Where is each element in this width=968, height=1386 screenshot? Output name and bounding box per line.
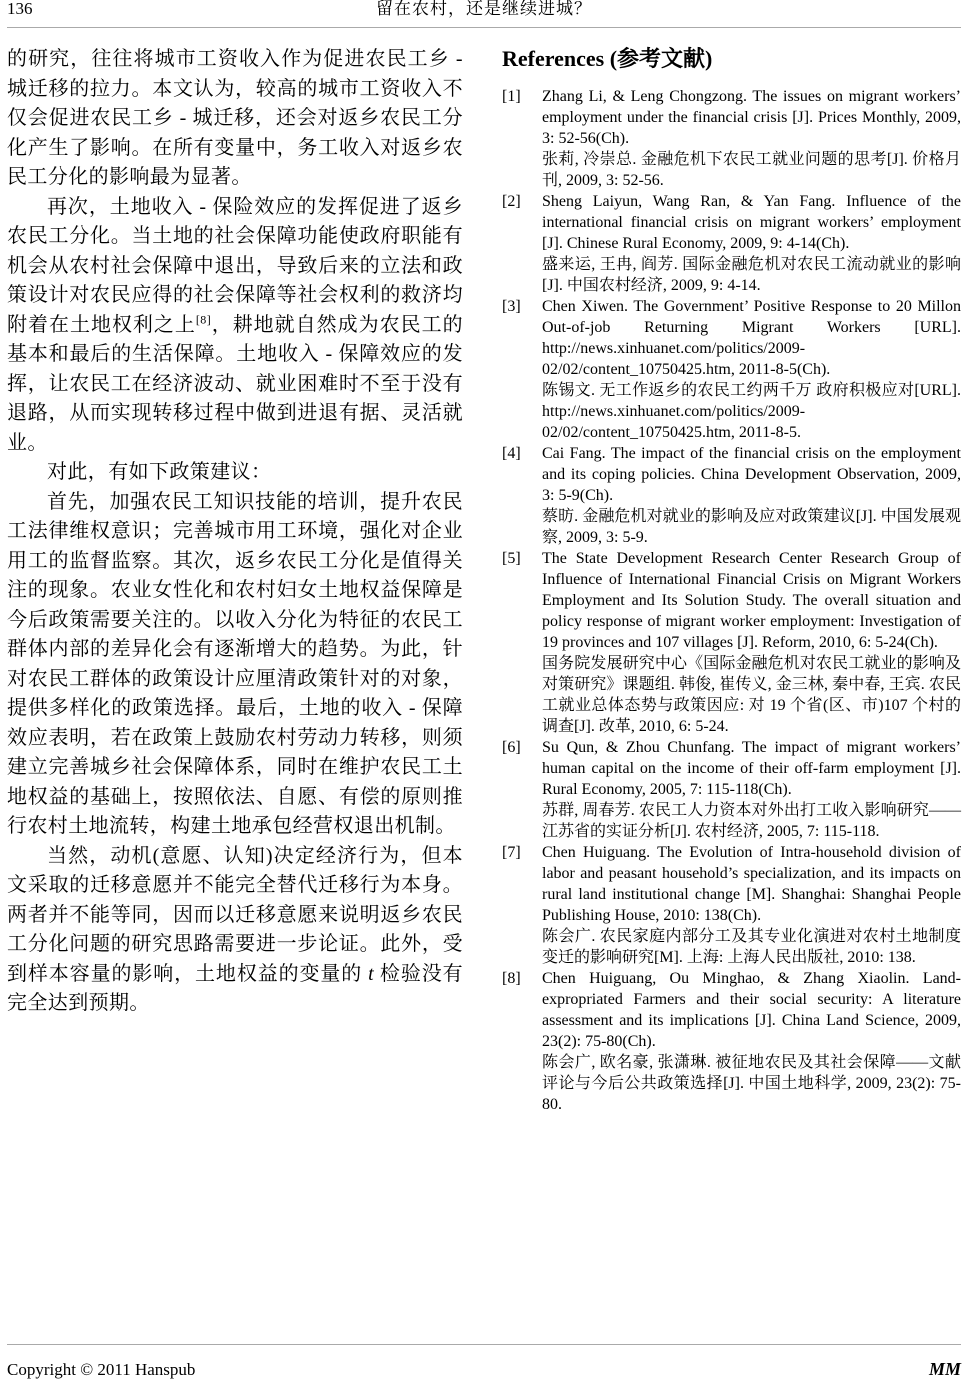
references-heading: References (参考文献) bbox=[502, 46, 713, 71]
reference-text bbox=[542, 842, 961, 968]
references-section bbox=[502, 45, 961, 1115]
reference-item bbox=[502, 296, 961, 443]
reference-english-text: Sheng Laiyun, Wang Ran, & Yan Fang. Influence of the international financial crisis on migrant workers’ employment [J]. Chinese Rural Economy, 2009, 9: 4-14(Ch). bbox=[542, 193, 961, 252]
body-paragraph-2 bbox=[7, 193, 463, 459]
reference-chinese-text: 国务院发展研究中心《国际金融危机对农民工就业的影响及对策研究》课题组. 韩俊, 崔传义, 金三林, 秦中春, 王宾. 农民工就业总体态势与政策因应: 对 19 个省(区、市)107 个村的调查[J]. 改革, 2010, 6: 5-24. bbox=[542, 655, 961, 735]
reference-number: [6] bbox=[502, 739, 521, 756]
reference-number: [8] bbox=[502, 970, 521, 987]
page-footer bbox=[7, 1344, 961, 1380]
reference-number: [4] bbox=[502, 445, 521, 462]
body-paragraph-4: 首先，加强农民工知识技能的培训，提升农民工法律维权意识；完善城市用工环境，强化对企业用工的监督监察。其次，返乡农民工分化是值得关注的现象。农业女性化和农村妇女土地权益保障是今后政策需要关注的。以收入分化为特征的农民工群体内部的差异化会有逐渐增大的趋势。为此，针对农民工群体的政策设计应厘清政策针对的对象，提供多样化的政策选择。最后，土地的收入 - 保障效应表明，若在政策上鼓励农村劳动力转移，则须建立完善城乡社会保障体系，同时在维护农民工土地权益的基础上，按照依法、自愿、有偿的原则推行农村土地流转，构建土地承包经营权退出机制。 bbox=[7, 490, 463, 837]
reference-text bbox=[542, 86, 961, 191]
body-paragraph-1: 的研究，往往将城市工资收入作为促进农民工乡 - 城迁移的拉力。本文认为，较高的城市工资收入不仅会促进农民工乡 - 城迁移，还会对返乡农民工分化产生了影响。在所有变量中，务工收入对返乡农民工分化的影响最为显著。 bbox=[7, 48, 463, 188]
body-paragraph-5 bbox=[7, 842, 463, 1019]
paragraph-text: ，耕地就自然成为农民工的基本和最后的生活保障。土地收入 - 保障效应的发挥，让农民工在经济波动、就业困难时不至于没有退路，从而实现转移过程中做到进退有据、灵活就业。 bbox=[7, 313, 463, 454]
variable-t: t bbox=[368, 962, 375, 985]
body-paragraph-3: 对此，有如下政策建议： bbox=[47, 461, 272, 483]
journal-code: MM bbox=[928, 1359, 961, 1379]
reference-text bbox=[542, 548, 961, 737]
paragraph-text: 再次，土地收入 - 保险效应的发挥促进了返乡农民工分化。当土地的社会保障功能使政府职能有机会从农村社会保障中退出，导致后来的立法和政策设计对农民应得的社会保障等社会权利的救济均附着在土地权利之上 bbox=[7, 195, 463, 336]
reference-item bbox=[502, 737, 961, 842]
reference-text bbox=[542, 737, 961, 842]
reference-english-text: The State Development Research Center Research Group of Influence of International Financial Crisis on Migrant Workers Employment and Its Solution Study. The overall situation and policy response of migrant worker employment: Investigation of 19 provinces and 107 villages [J]. Reform, 2010, 6: 5-24(Ch). bbox=[542, 550, 961, 651]
reference-item bbox=[502, 842, 961, 968]
reference-english-text: Chen Xiwen. The Government’ Positive Response to 20 Millon Out-of-job Returning Migrant Workers [URL]. http://news.xinhuanet.com/politics/2009-02/02/content_10750425.htm, 2011-8-5(Ch). bbox=[542, 298, 961, 378]
reference-text bbox=[542, 443, 961, 548]
reference-item bbox=[502, 86, 961, 191]
reference-number: [5] bbox=[502, 550, 521, 567]
page-content bbox=[7, 45, 961, 1115]
reference-text bbox=[542, 296, 961, 443]
reference-chinese-text: 蔡昉. 金融危机对就业的影响及应对政策建议[J]. 中国发展观察, 2009, 3: 5-9. bbox=[542, 508, 961, 546]
reference-number: [3] bbox=[502, 298, 521, 315]
citation-superscript: [8] bbox=[195, 311, 212, 326]
page-number: 136 bbox=[7, 0, 33, 18]
reference-text bbox=[542, 191, 961, 296]
reference-english-text: Zhang Li, & Leng Chongzong. The issues on migrant workers’ employment under the financial crisis [J]. Prices Monthly, 2009, 3: 52-56(Ch). bbox=[542, 88, 961, 147]
reference-text bbox=[542, 968, 961, 1115]
paragraph-text: 当然，动机(意愿、认知)决定经济行为，但本文采取的迁移意愿并不能完全替代迁移行为本身。两者并不能等同，因而以迁移意愿来说明返乡农民工分化问题的研究思路需要进一步论证。此外，受到样本容量的影响，土地权益的变量的 bbox=[7, 844, 463, 985]
reference-english-text: Chen Huiguang. The Evolution of Intra-household division of labor and peasant household’s specialization, and its impacts on rural land institutional change [M]. Shanghai: Shanghai People Publishing House, 2010: 138(Ch). bbox=[542, 844, 961, 924]
reference-item bbox=[502, 548, 961, 737]
reference-number: [1] bbox=[502, 88, 521, 105]
paragraph-text: 检验没有完全达到预期。 bbox=[7, 962, 463, 1014]
copyright-text: Copyright © 2011 Hanspub bbox=[7, 1360, 196, 1379]
reference-english-text: Chen Huiguang, Ou Minghao, & Zhang Xiaolin. Land-expropriated Farmers and their social security: A literature assessment and its implications [J]. China Land Science, 2009, 23(2): 75-80(Ch). bbox=[542, 970, 961, 1050]
reference-chinese-text: 张莉, 冷崇总. 金融危机下农民工就业问题的思考[J]. 价格月刊, 2009, 3: 52-56. bbox=[542, 151, 961, 189]
reference-item bbox=[502, 968, 961, 1115]
left-column bbox=[7, 45, 463, 1115]
reference-english-text: Cai Fang. The impact of the financial crisis on the employment and its coping policies. China Development Observation, 2009, 3: 5-9(Ch). bbox=[542, 445, 961, 504]
running-title: 留在农村，还是继续进城？ bbox=[376, 0, 592, 18]
reference-english-text: Su Qun, & Zhou Chunfang. The impact of migrant workers’ human capital on the income of their off-farm employment [J]. Rural Economy, 2005, 7: 115-118(Ch). bbox=[542, 739, 961, 798]
reference-number: [7] bbox=[502, 844, 521, 861]
reference-chinese-text: 陈锡文. 无工作返乡的农民工约两千万 政府积极应对[URL]. http://news.xinhuanet.com/politics/2009-02/02/content_10750425.htm, 2011-8-5. bbox=[542, 382, 961, 441]
reference-chinese-text: 陈会广, 欧名豪, 张潇琳. 被征地农民及其社会保障——文献评论与今后公共政策选择[J]. 中国土地科学, 2009, 23(2): 75-80. bbox=[542, 1054, 961, 1113]
footer-row bbox=[7, 1345, 961, 1380]
reference-number: [2] bbox=[502, 193, 521, 210]
reference-item bbox=[502, 191, 961, 296]
reference-chinese-text: 苏群, 周春芳. 农民工人力资本对外出打工收入影响研究——江苏省的实证分析[J]. 农村经济, 2005, 7: 115-118. bbox=[542, 802, 961, 840]
reference-chinese-text: 陈会广. 农民家庭内部分工及其专业化演进对农村土地制度变迁的影响研究[M]. 上海: 上海人民出版社, 2010: 138. bbox=[542, 928, 961, 966]
reference-item bbox=[502, 443, 961, 548]
reference-chinese-text: 盛来运, 王冉, 阎芳. 国际金融危机对农民工流动就业的影响[J]. 中国农村经济, 2009, 9: 4-14. bbox=[542, 256, 961, 294]
page-header bbox=[7, 0, 961, 28]
